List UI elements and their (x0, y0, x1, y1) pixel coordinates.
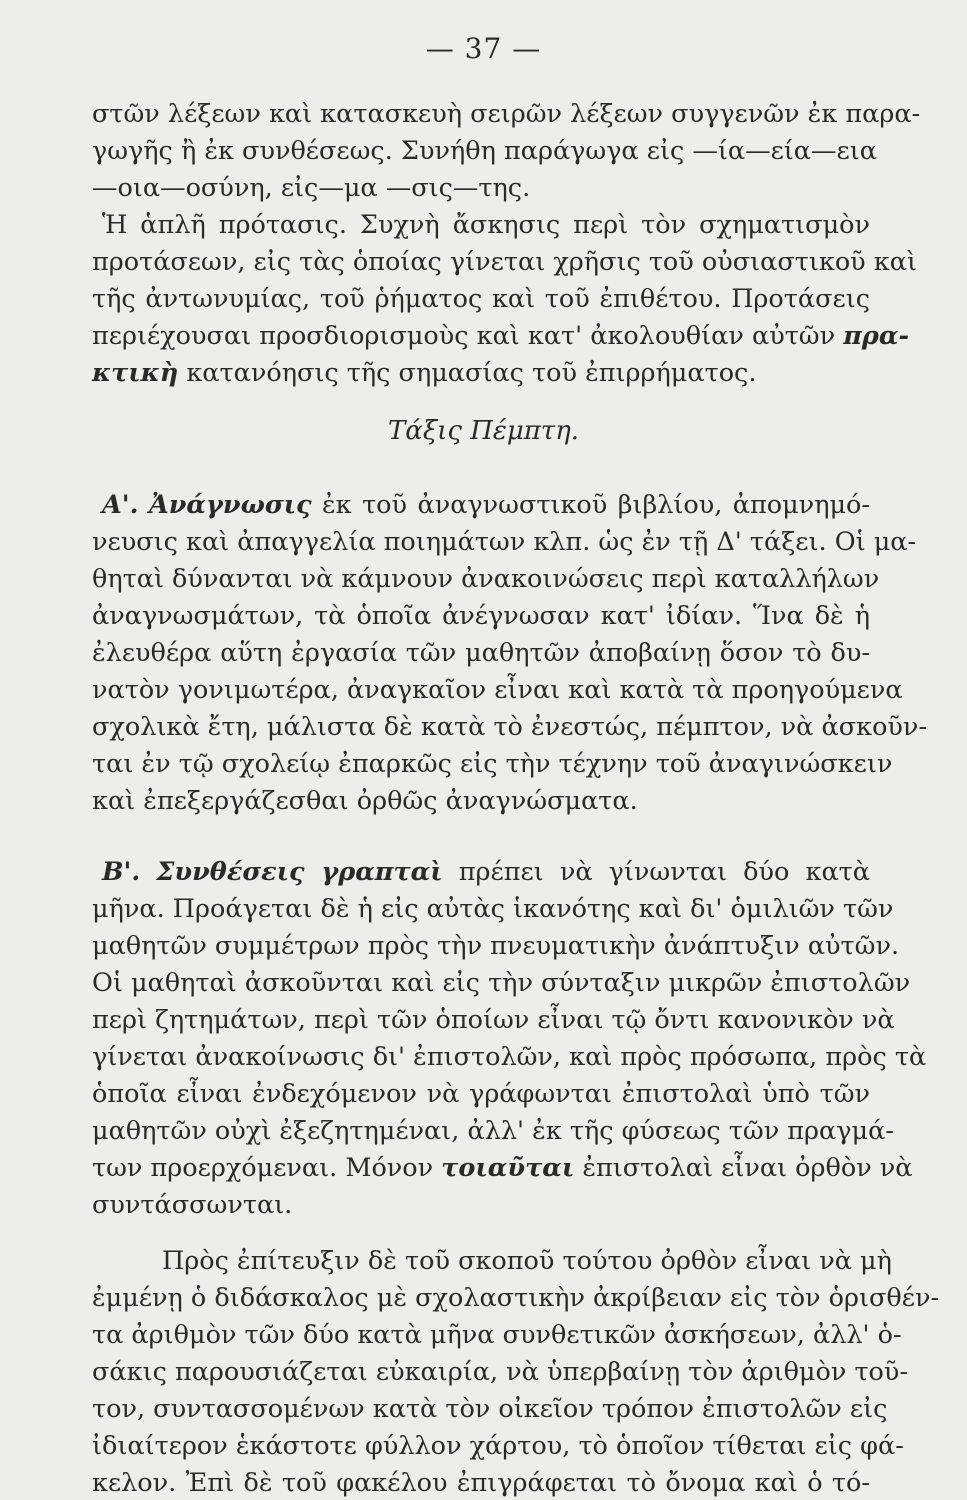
text-line (92, 855, 870, 889)
text-line: μαθητῶν συμμέτρων πρὸς τὴν πνευματικὴν ἀνάπτυξιν αὐτῶν. (92, 931, 900, 961)
text-line: σάκις παρουσιάζεται εὐκαιρία, νὰ ὑπερβαίνῃ τὸν ἀριθμὸν τοῦ- (92, 1357, 909, 1387)
text-line: —οια—οσύνη, εἰς—μα —σις—της. (92, 173, 531, 203)
text-line: σχολικὰ ἔτη, μάλιστα δὲ κατὰ τὸ ἐνεστώς, πέμπτον, νὰ ἀσκοῦν- (92, 712, 928, 742)
section-label: Α'. (102, 490, 139, 520)
text-line: καὶ ἐπεξεργάζεσθαι ὀρθῶς ἀναγνώσματα. (92, 786, 638, 816)
text-line: Ἡ ἁπλῆ πρότασις. Συχνὴ ἄσκησις περὶ τὸν σχηματισμὸν (102, 210, 870, 240)
bold-word: πρα- (843, 321, 910, 351)
section-label: Β'. (102, 857, 141, 887)
text-line: ται ἐν τῷ σχολείῳ ἐπαρκῶς εἰς τὴν τέχνην τοῦ ἀναγινώσκειν (92, 749, 893, 779)
text-line: τον, συντασσομένων κατὰ τὸν οἰκεῖον τρόπον ἐπιστολῶν εἰς (92, 1394, 888, 1424)
section-title: Συνθέσεις γραπταὶ (156, 857, 443, 887)
section-title: Ἀνάγνωσις (148, 490, 312, 520)
page-number: — 37 — (425, 32, 542, 65)
text-line (92, 356, 870, 390)
text-line: κελον. Ἐπὶ δὲ τοῦ φακέλου ἐπιγράφεται τὸ ὄνομα καὶ ὁ τό- (92, 1468, 870, 1498)
text-line: Οἱ μαθηταὶ ἀσκοῦνται καὶ εἰς τὴν σύνταξιν μικρῶν ἐπιστολῶν (92, 968, 911, 998)
text-line: ὁποῖα εἶναι ἐνδεχόμενον νὰ γράφωνται ἐπιστολαὶ ὑπὸ τῶν (92, 1079, 870, 1109)
section-heading: Τάξις Πέμπτη. (387, 416, 580, 446)
text-line: γωγῆς ἢ ἐκ συνθέσεως. Συνήθη παράγωγα εἰς —ία—εία—εια (92, 136, 877, 166)
text-line: τα ἀριθμὸν τῶν δύο κατὰ μῆνα συνθετικῶν ἀσκήσεων, ἀλλ' ὁ- (92, 1320, 902, 1350)
text-segment: ἐκ τοῦ ἀναγνωστικοῦ βιβλίου, ἀπομνημό- (311, 490, 871, 520)
text-segment: των προερχόμεναι. Μόνον (92, 1153, 442, 1183)
text-line: γίνεται ἀνακοίνωσις δι' ἐπιστολῶν, καὶ πρὸς πρόσωπα, πρὸς τὰ (92, 1042, 927, 1072)
text-segment: περιέχουσαι προσδιορισμοὺς καὶ κατ' ἀκολουθίαν αὐτῶν (92, 321, 836, 351)
text-segment: κατανόησις τῆς σημασίας τοῦ ἐπιρρήματος. (178, 358, 757, 388)
text-segment: ἐπιστολαὶ εἶναι ὀρθὸν νὰ (574, 1153, 913, 1183)
text-line: νατὸν γονιμωτέρα, ἀναγκαῖον εἶναι καὶ κατὰ τὰ προηγούμενα (92, 675, 903, 705)
text-line: θηταὶ δύνανται νὰ κάμνουν ἀνακοινώσεις περὶ καταλλήλων (92, 564, 880, 594)
text-line: μῆνα. Προάγεται δὲ ἡ εἰς αὐτὰς ἱκανότης καὶ δι' ὁμιλιῶν τῶν (92, 894, 894, 924)
text-line: ἐμμένῃ ὁ διδάσκαλος μὲ σχολαστικὴν ἀκρίβειαν εἰς τὸν ὁρισθέν- (92, 1283, 940, 1313)
text-line: ἀναγνωσμάτων, τὰ ὁποῖα ἀνέγνωσαν κατ' ἰδίαν. Ἵνα δὲ ἡ (92, 601, 870, 631)
text-line: συντάσσωνται. (92, 1190, 293, 1220)
text-line (92, 488, 870, 522)
text-line (92, 319, 910, 353)
text-line (92, 1151, 913, 1185)
text-segment: πρέπει νὰ γίνωνται δύο κατὰ (442, 857, 871, 887)
bold-word: κτικὴ (92, 358, 179, 388)
text-line: ἐλευθέρα αὕτη ἐργασία τῶν μαθητῶν ἀποβαίνῃ ὅσον τὸ δυ- (92, 638, 870, 668)
text-line: μαθητῶν οὐχὶ ἐξεζητημέναι, ἀλλ' ἐκ τῆς φύσεως τῶν πραγμά- (92, 1116, 894, 1146)
text-line: τῆς ἀντωνυμίας, τοῦ ῥήματος καὶ τοῦ ἐπιθέτου. Προτάσεις (92, 284, 870, 314)
text-line: στῶν λέξεων καὶ κατασκευὴ σειρῶν λέξεων συγγενῶν ἐκ παρα- (92, 99, 921, 129)
text-line: ἰδιαίτερον ἑκάστοτε φύλλον χάρτου, τὸ ὁποῖον τίθεται εἰς φά- (92, 1431, 904, 1461)
text-line: περὶ ζητημάτων, περὶ τῶν ὁποίων εἶναι τῷ ὄντι κανονικὸν νὰ (92, 1005, 895, 1035)
text-line: Πρὸς ἐπίτευξιν δὲ τοῦ σκοποῦ τούτου ὀρθὸν εἶναι νὰ μὴ (162, 1246, 892, 1276)
bold-word: τοιαῦται (441, 1153, 575, 1183)
text-line: νευσις καὶ ἀπαγγελία ποιημάτων κλπ. ὡς ἐν τῇ Δ' τάξει. Οἱ μα- (92, 527, 917, 557)
text-line: προτάσεων, εἰς τὰς ὁποίας γίνεται χρῆσις τοῦ οὐσιαστικοῦ καὶ (92, 247, 917, 277)
